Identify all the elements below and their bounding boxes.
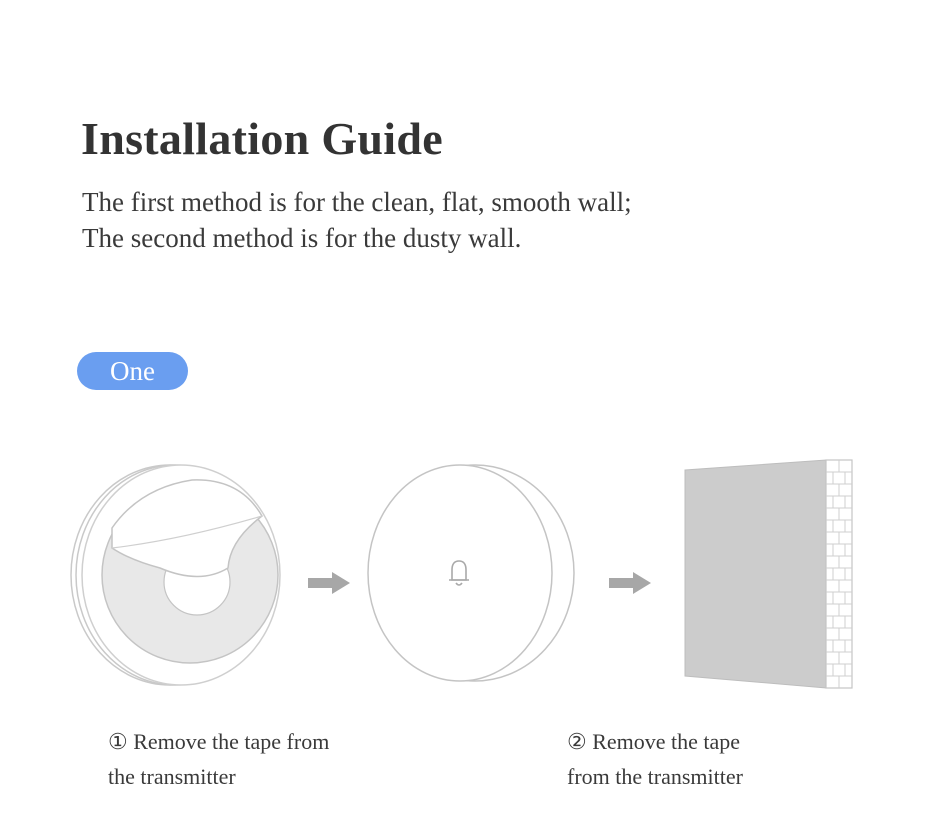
transmitter-tape-illustration xyxy=(71,465,280,685)
step-1-caption xyxy=(108,724,388,794)
step-2-line-2: from the transmitter xyxy=(567,764,743,789)
description-line-2: The second method is for the dusty wall. xyxy=(82,223,522,253)
arrow-right-icon xyxy=(609,572,651,594)
wall-illustration xyxy=(685,460,852,688)
method-badge: One xyxy=(77,352,188,390)
description-line-1: The first method is for the clean, flat, smooth wall; xyxy=(82,187,632,217)
step-2-line-1: ② Remove the tape xyxy=(567,729,741,754)
transmitter-front-illustration xyxy=(368,465,574,681)
page-title: Installation Guide xyxy=(81,113,443,164)
step-2-caption xyxy=(567,724,807,794)
arrow-right-icon xyxy=(308,572,350,594)
step-1-line-2: the transmitter xyxy=(108,764,236,789)
step-1-line-1: ① Remove the tape from xyxy=(108,729,330,754)
